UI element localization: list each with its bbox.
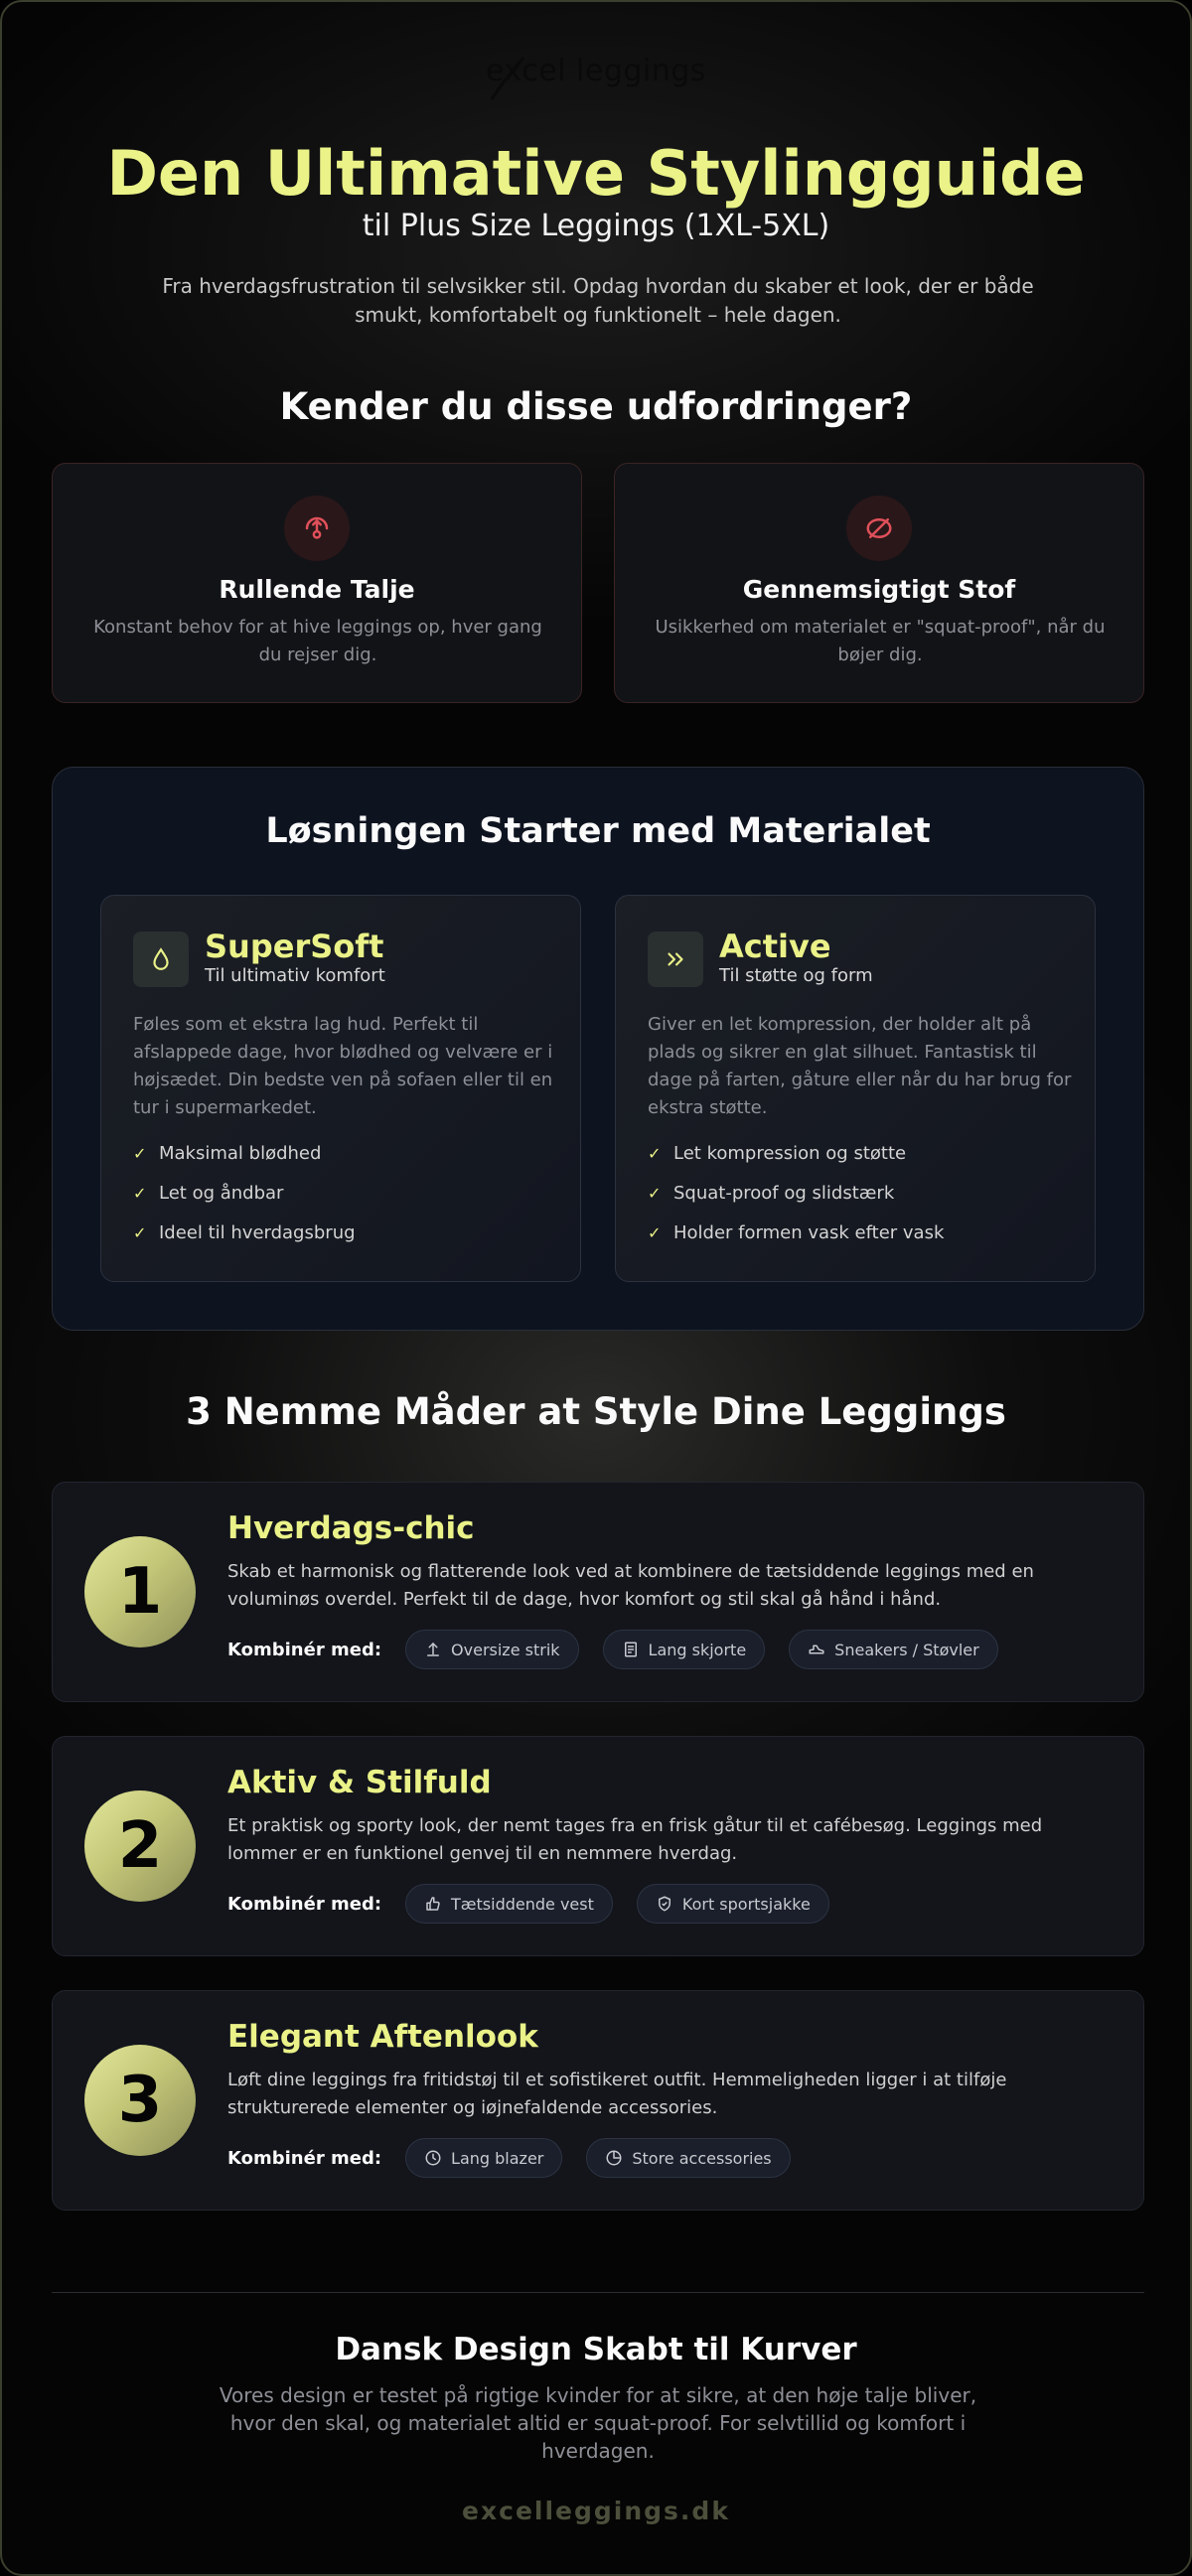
chevrons-right-icon — [648, 931, 703, 987]
check-icon: ✓ — [648, 1184, 662, 1203]
feature-label: Holder formen vask efter vask — [673, 1222, 945, 1243]
material-description: Giver en let kompression, der holder alt på plads og sikrer en glat silhuet. Fantastisk til dage på farten, gåture eller når du har brug for ekstra støtte. — [648, 1014, 1072, 1118]
material-card-supersoft — [100, 895, 581, 1282]
check-icon: ✓ — [133, 1223, 147, 1242]
style-description: Et praktisk og sporty look, der nemt tages fra en frisk gåtur til et cafébesøg. Leggings med lommer er en funktionel genvej til en nemmere hverdag. — [227, 1815, 1043, 1864]
material-feature-list — [648, 1140, 944, 1259]
droplet-icon — [133, 931, 189, 987]
footer-divider — [52, 2292, 1144, 2293]
style-card-active — [52, 1736, 1144, 1956]
problem-card-sheer — [614, 463, 1144, 703]
hero-subtitle: til Plus Size Leggings (1XL-5XL) — [362, 209, 830, 243]
problem-description: Usikkerhed om materialet er "squat-proof", når du bøjer dig. — [655, 617, 1106, 665]
problems-heading: Kender du disse udfordringer? — [279, 385, 913, 428]
feature-item — [133, 1140, 356, 1180]
feature-item — [648, 1219, 944, 1259]
chip-label: Store accessories — [632, 2148, 772, 2168]
combine-row — [227, 1630, 1022, 1669]
document-icon — [622, 1641, 640, 1658]
step-number: 3 — [84, 2045, 196, 2156]
style-title: Aktiv & Stilfuld — [227, 1765, 492, 1800]
footer-url[interactable]: excelleggings.dk — [462, 2497, 730, 2525]
feature-label: Maksimal blødhed — [159, 1143, 322, 1164]
chip-accessories — [586, 2138, 790, 2178]
see-through-icon — [846, 496, 912, 561]
clock-icon — [424, 2149, 442, 2167]
hero-title: Den Ultimative Stylingguide — [106, 137, 1086, 210]
style-title: Elegant Aftenlook — [227, 2019, 538, 2055]
shirt-icon — [424, 1641, 442, 1658]
combine-row — [227, 2138, 815, 2178]
logo-swoosh-icon — [484, 54, 543, 103]
footer-title: Dansk Design Skabt til Kurver — [335, 2332, 857, 2367]
chip-label: Sneakers / Støvler — [834, 1640, 979, 1659]
logo-text: excel leggings — [486, 54, 706, 88]
feature-label: Squat-proof og slidstærk — [673, 1183, 895, 1204]
vest-icon — [424, 1895, 442, 1913]
problem-title: Gennemsigtigt Stof — [742, 575, 1016, 604]
chip-long-shirt — [603, 1630, 766, 1669]
material-description: Føles som et ekstra lag hud. Perfekt til afslappede dage, hvor blødhed og velvære er i højsædet. Din bedste ven på sofaen eller til en tur i supermarkedet. — [133, 1014, 553, 1118]
style-description: Løft dine leggings fra fritidstøj til et sofistikeret outfit. Hemmeligheden ligger i at tilføje strukturerede elementer og iøjnefaldende accessories. — [227, 2070, 1007, 2118]
brand-logo — [2, 54, 1190, 113]
check-icon: ✓ — [133, 1144, 147, 1163]
chip-label: Kort sportsjakke — [681, 1894, 811, 1914]
problem-description: Konstant behov for at hive leggings op, hver gang du rejser dig. — [93, 617, 542, 665]
material-subtitle: Til ultimativ komfort — [205, 965, 385, 986]
chip-label: Lang skjorte — [648, 1640, 747, 1659]
feature-label: Let og åndbar — [159, 1183, 284, 1204]
feature-item — [133, 1180, 356, 1219]
style-description: Skab et harmonisk og flatterende look ved at kombinere de tætsiddende leggings med en voluminøs overdel. Perfekt til de dage, hvor komfort og stil skal gå hånd i hånd. — [227, 1561, 1034, 1610]
chip-fitted-vest — [405, 1884, 613, 1924]
combine-label: Kombinér med: — [227, 2147, 382, 2169]
check-icon: ✓ — [133, 1184, 147, 1203]
chip-short-jacket — [637, 1884, 829, 1924]
feature-item — [648, 1180, 944, 1219]
material-title: Active — [719, 928, 831, 965]
chip-oversize-knit — [405, 1630, 579, 1669]
materials-section — [52, 767, 1144, 1331]
chip-label: Oversize strik — [451, 1640, 560, 1659]
problem-card-waist — [52, 463, 582, 703]
sneaker-icon — [808, 1641, 825, 1658]
materials-heading: Løsningen Starter med Materialet — [265, 811, 931, 851]
material-feature-list — [133, 1140, 356, 1259]
styles-heading: 3 Nemme Måder at Style Dine Leggings — [186, 1390, 1006, 1433]
chip-label: Tætsiddende vest — [451, 1894, 594, 1914]
footer-description: Vores design er testet på rigtige kvinder for at sikre, at den høje talje bliver, hvor den skal, og materialet altid er squat-proof. For selvtillid og komfort i hverdagen. — [219, 2383, 977, 2463]
step-number: 1 — [84, 1536, 196, 1647]
check-icon: ✓ — [648, 1144, 662, 1163]
combine-row — [227, 1884, 853, 1924]
feature-label: Ideel til hverdagsbrug — [159, 1222, 356, 1243]
shield-icon — [656, 1895, 673, 1913]
step-number: 2 — [84, 1790, 196, 1902]
style-title: Hverdags-chic — [227, 1510, 475, 1546]
feature-item — [648, 1140, 944, 1180]
chip-label: Lang blazer — [451, 2148, 544, 2168]
combine-label: Kombinér med: — [227, 1893, 382, 1915]
combine-label: Kombinér med: — [227, 1639, 382, 1660]
chip-long-blazer — [405, 2138, 562, 2178]
check-icon: ✓ — [648, 1223, 662, 1242]
rolling-waist-icon — [284, 496, 350, 561]
material-subtitle: Til støtte og form — [719, 965, 873, 986]
feature-label: Let kompression og støtte — [673, 1143, 907, 1164]
chip-sneakers — [789, 1630, 998, 1669]
hero-description: Fra hverdagsfrustration til selvsikker stil. Opdag hvordan du skaber et look, der er både smukt, komfortabelt og funktionelt – hele dagen. — [162, 274, 1034, 327]
problem-title: Rullende Talje — [219, 575, 415, 604]
material-card-active — [615, 895, 1096, 1282]
pie-chart-icon — [605, 2149, 623, 2167]
style-card-everyday — [52, 1482, 1144, 1702]
style-card-evening — [52, 1990, 1144, 2211]
material-title: SuperSoft — [205, 928, 384, 965]
feature-item — [133, 1219, 356, 1259]
